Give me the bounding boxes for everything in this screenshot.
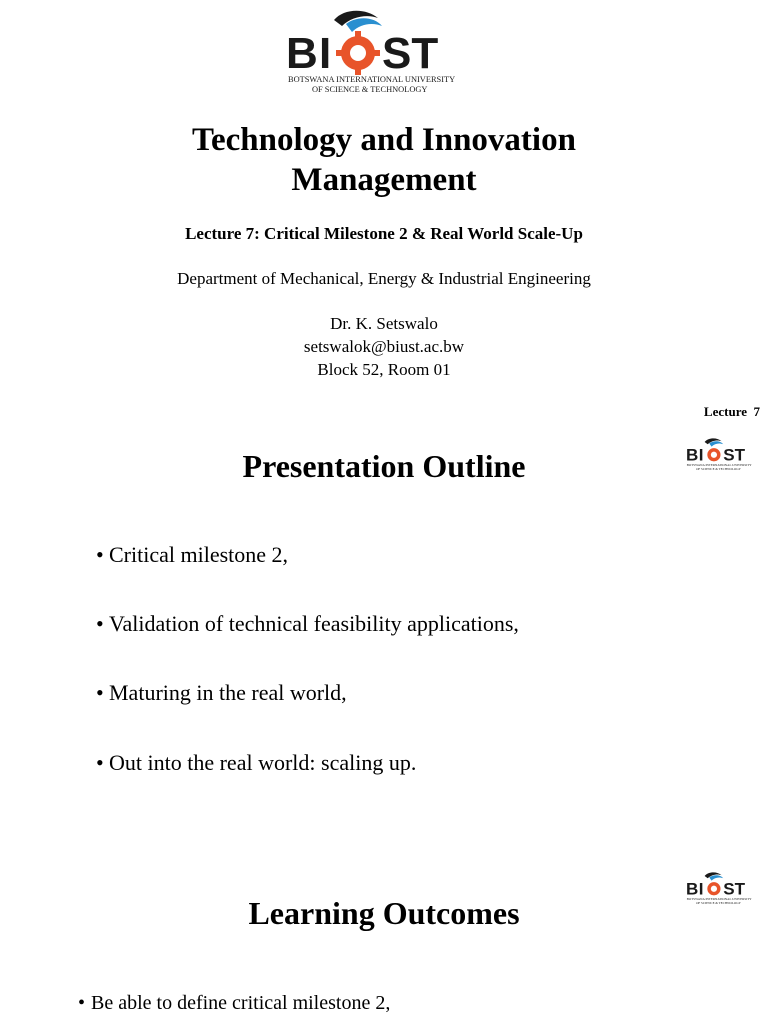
outline-item: • Out into the real world: scaling up. <box>96 750 417 775</box>
svg-text:BOTSWANA INTERNATIONAL UNIVERS: BOTSWANA INTERNATIONAL UNIVERSITY <box>686 463 752 468</box>
office-location: Block 52, Room 01 <box>317 360 451 379</box>
svg-text:OF SCIENCE & TECHNOLOGY: OF SCIENCE & TECHNOLOGY <box>312 85 428 94</box>
svg-text:I: I <box>698 879 704 899</box>
lecture-subtitle: Lecture 7: Critical Milestone 2 & Real World Scale-Up <box>185 224 583 243</box>
svg-text:B: B <box>686 879 699 899</box>
svg-text:ST: ST <box>723 879 746 899</box>
outline-item: • Maturing in the real world, <box>96 680 347 705</box>
outcome-item: • Be able to define critical milestone 2, <box>78 992 391 1014</box>
bullet-icon: • <box>96 542 104 567</box>
bullet-icon: • <box>78 992 86 1014</box>
svg-text:BOTSWANA INTERNATIONAL UNIVERS: BOTSWANA INTERNATIONAL UNIVERSITY <box>686 897 752 902</box>
biust-logo-graphic <box>286 6 482 96</box>
svg-text:ST: ST <box>723 445 746 465</box>
bullet-icon: • <box>96 750 104 775</box>
bullet-icon: • <box>96 611 104 636</box>
svg-text:I: I <box>698 445 704 465</box>
slide-title-line-1: Technology and Innovation <box>192 122 576 158</box>
svg-text:OF SCIENCE & TECHNOLOGY: OF SCIENCE & TECHNOLOGY <box>696 900 741 905</box>
svg-text:ST: ST <box>382 29 439 78</box>
department-name: Department of Mechanical, Energy & Industrial Engineering <box>177 269 591 288</box>
outline-item: • Critical milestone 2, <box>96 542 289 567</box>
svg-text:BOTSWANA INTERNATIONAL UNIVERS: BOTSWANA INTERNATIONAL UNIVERSITY <box>288 75 456 84</box>
lecturer-email: setswalok@biust.ac.bw <box>303 337 465 356</box>
svg-text:B: B <box>686 445 699 465</box>
slide-title-line-2: Management <box>291 162 477 198</box>
lecturer-name: Dr. K. Setswalo <box>330 314 438 333</box>
outcomes-title: Learning Outcomes <box>248 895 520 931</box>
svg-text:I: I <box>319 29 332 78</box>
biust-logo <box>286 6 482 96</box>
bullet-icon: • <box>96 680 104 705</box>
svg-text:B: B <box>286 29 318 78</box>
outline-item: • Validation of technical feasibility applications, <box>96 611 519 636</box>
lecture-label: Lecture 7 <box>703 404 760 419</box>
outline-title: Presentation Outline <box>242 448 526 484</box>
svg-text:OF SCIENCE & TECHNOLOGY: OF SCIENCE & TECHNOLOGY <box>696 466 741 471</box>
